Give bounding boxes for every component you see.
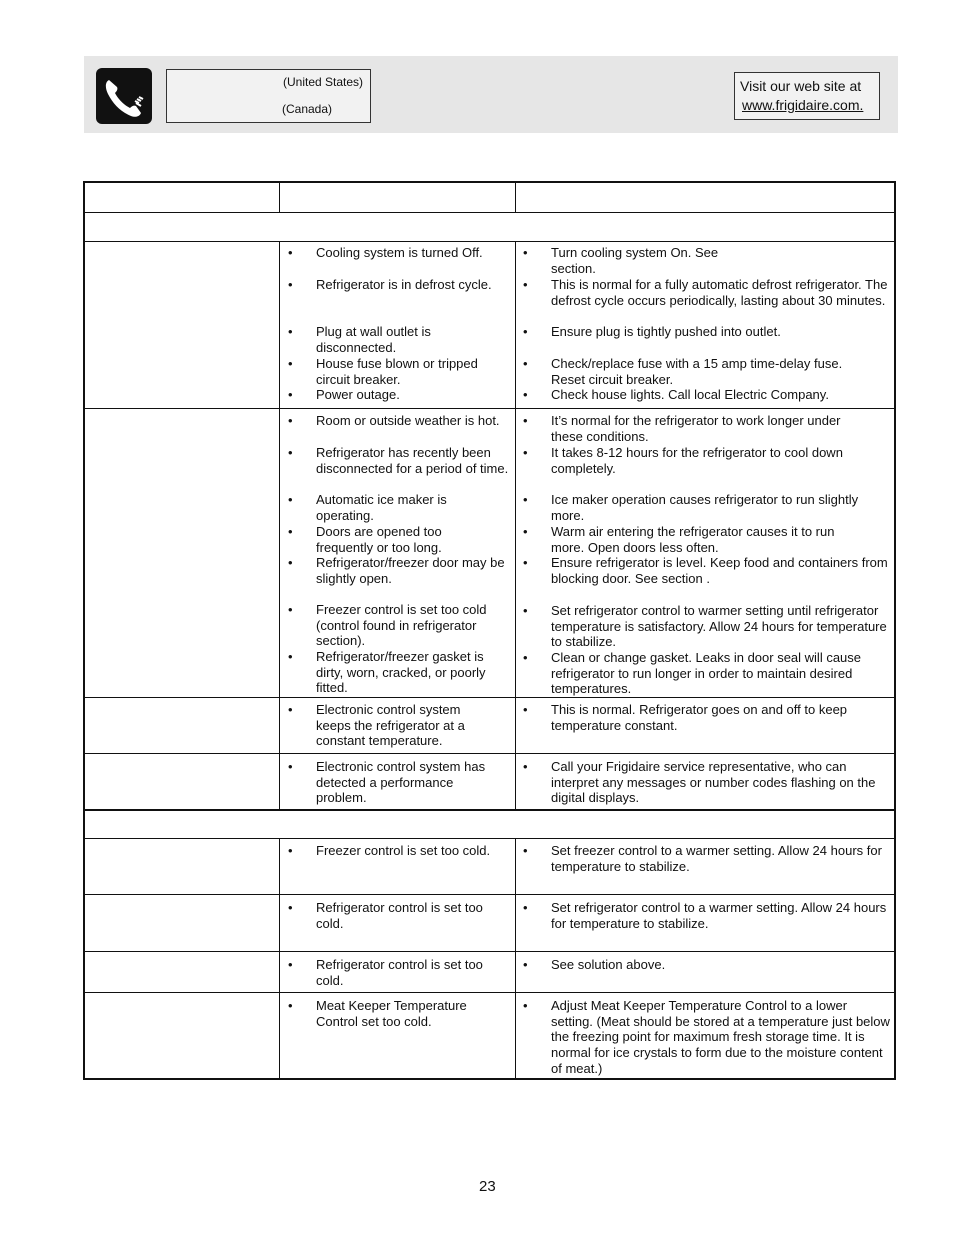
table-divider xyxy=(84,894,896,895)
bullet-icon: • xyxy=(288,356,293,371)
column-divider xyxy=(515,241,516,810)
bullet-icon: • xyxy=(288,702,293,717)
website-box xyxy=(734,72,880,120)
bullet-icon: • xyxy=(523,650,528,665)
column-divider xyxy=(279,838,280,1079)
bullet-icon: • xyxy=(288,324,293,339)
bullet-icon: • xyxy=(288,555,293,570)
table-divider xyxy=(84,212,896,213)
bullet-icon: • xyxy=(523,492,528,507)
bullet-icon: • xyxy=(523,277,528,292)
website-text: Visit our web site at xyxy=(740,78,862,94)
column-divider xyxy=(279,241,280,810)
bullet-icon: • xyxy=(523,524,528,539)
bullet-icon: • xyxy=(523,843,528,858)
bullet-icon: • xyxy=(288,277,293,292)
table-divider xyxy=(84,697,896,698)
table-divider xyxy=(84,992,896,993)
table-divider xyxy=(84,951,896,952)
bullet-icon: • xyxy=(288,413,293,428)
bullet-icon: • xyxy=(288,843,293,858)
bullet-icon: • xyxy=(523,445,528,460)
bullet-icon: • xyxy=(288,245,293,260)
bullet-icon: • xyxy=(288,524,293,539)
bullet-icon: • xyxy=(523,900,528,915)
bullet-icon: • xyxy=(288,387,293,402)
bullet-icon: • xyxy=(523,555,528,570)
table-divider xyxy=(84,408,896,409)
website-link[interactable]: www.frigidaire.com. xyxy=(742,97,864,113)
column-divider xyxy=(279,183,280,212)
bullet-icon: • xyxy=(288,492,293,507)
table-divider xyxy=(84,753,896,754)
table-divider xyxy=(84,241,896,242)
bullet-icon: • xyxy=(288,445,293,460)
bullet-icon: • xyxy=(523,998,528,1013)
bullet-icon: • xyxy=(288,957,293,972)
bullet-icon: • xyxy=(523,387,528,402)
bullet-icon: • xyxy=(288,998,293,1013)
bullet-icon: • xyxy=(288,900,293,915)
bullet-icon: • xyxy=(523,324,528,339)
page-number: 23 xyxy=(479,1178,496,1195)
table-divider xyxy=(84,809,896,811)
bullet-icon: • xyxy=(288,649,293,664)
bullet-icon: • xyxy=(523,356,528,371)
bullet-icon: • xyxy=(523,245,528,260)
bullet-icon: • xyxy=(523,603,528,618)
contact-us-label: (United States) xyxy=(283,75,364,89)
bullet-icon: • xyxy=(523,702,528,717)
bullet-icon: • xyxy=(523,413,528,428)
bullet-icon: • xyxy=(288,602,293,617)
bullet-icon: • xyxy=(523,759,528,774)
bullet-icon: • xyxy=(523,957,528,972)
bullet-icon: • xyxy=(288,759,293,774)
column-divider xyxy=(515,838,516,1079)
column-divider xyxy=(515,183,516,212)
telephone-handset-icon xyxy=(96,68,152,124)
table-divider xyxy=(84,838,896,839)
contact-canada-label: (Canada) xyxy=(282,102,333,116)
contact-box xyxy=(166,69,371,123)
